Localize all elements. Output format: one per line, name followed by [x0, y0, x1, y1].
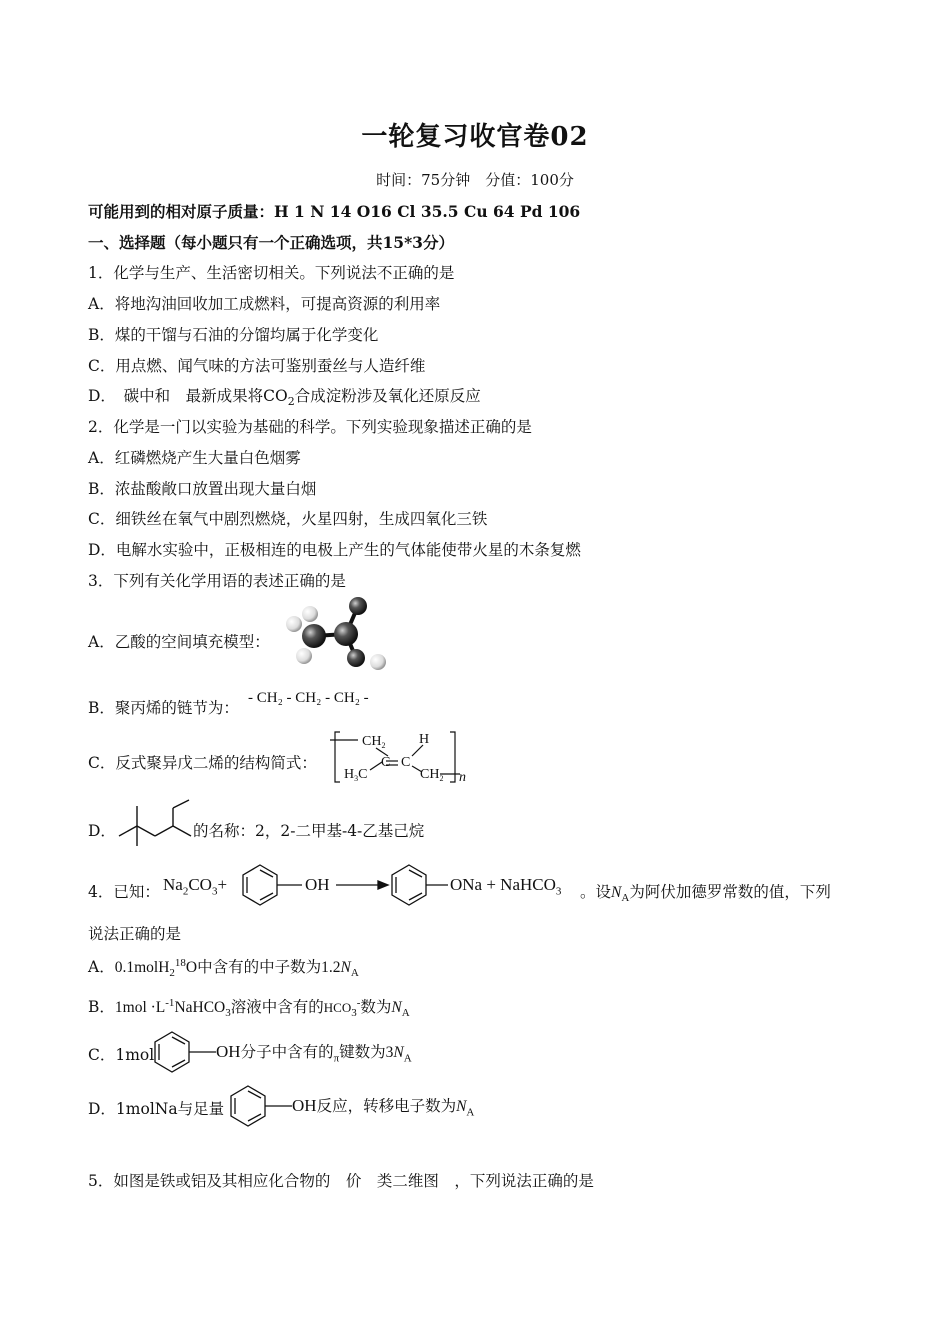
q3-option-d: 的名称：2，2-二甲基-4-乙基己烷	[193, 822, 425, 840]
q1-option-d: D． 碳中和 最新成果将$CO_2$合成淀粉涉及氧化还原反应	[88, 387, 481, 409]
q4-stem-prefix: 4．已知：	[88, 883, 160, 901]
q1-option-a: A．将地沟油回收加工成燃料，可提高资源的利用率	[88, 295, 441, 313]
q4-option-b: B．$1mol \cdot L^{-1}NaHCO_3$溶液中含有的$HCO_3^-$数为$N_A$	[88, 996, 410, 1020]
q4-option-a: A．0.1molH$_2^{18}$O中含有的中子数为$1.2N_A$	[88, 956, 359, 980]
ch2-top: $CH_2$	[362, 734, 386, 750]
trans-polyisoprene-structure	[330, 728, 475, 786]
skeletal-alkane-structure	[115, 798, 195, 848]
q4-stem-tail: 。设$N_A$为阿伏加德罗常数的值，下列	[580, 883, 831, 905]
exam-title: 一轮复习收官卷02	[361, 122, 589, 152]
q2-option-a: A．红磷燃烧产生大量白色烟雾	[88, 449, 301, 467]
ch2-right: $CH_2$	[420, 767, 444, 783]
q4-reactant-na2co3: $Na_2CO_3+$	[163, 875, 228, 898]
q3-stem: 3．下列有关化学用语的表述正确的是	[88, 572, 346, 590]
acetic-acid-model-image	[280, 596, 395, 676]
q4-option-c-prefix: C．1mol	[88, 1046, 155, 1064]
h-top: H	[419, 732, 430, 747]
repeat-n: n	[459, 770, 466, 785]
h3c-group: $H_3C$	[344, 767, 368, 783]
q3-option-a: A．乙酸的空间填充模型：	[88, 633, 270, 651]
q2-stem: 2．化学是一门以实验为基础的科学。下列实验现象描述正确的是	[88, 418, 532, 436]
phenol-structure-d	[224, 1084, 296, 1128]
phenol-structure-c	[148, 1030, 220, 1074]
q2-option-d: D．电解水实验中，正极相连的电极上产生的气体能使带火星的木条复燃	[88, 541, 581, 559]
atomic-masses: 可能用到的相对原子质量：H 1 N 14 O16 Cl 35.5 Cu 64 Pd 106	[88, 202, 581, 221]
q4-stem-line2: 说法正确的是	[88, 925, 182, 943]
q1-stem: 1．化学与生产、生活密切相关。下列说法不正确的是	[88, 264, 455, 282]
q2-option-b: B．浓盐酸敞口放置出现大量白烟	[88, 480, 317, 498]
q2-option-c: C．细铁丝在氧气中剧烈燃烧，火星四射，生成四氧化三铁	[88, 510, 488, 528]
q3-option-c: C．反式聚异戊二烯的结构简式：	[88, 754, 317, 772]
section-heading: 一、选择题（每小题只有一个正确选项，共15*3分）	[88, 233, 454, 252]
q4-option-c-rest: OH分子中含有的$_\pi$键数为$3N_A$	[216, 1042, 412, 1065]
q4-option-d-prefix: D．1molNa与足量	[88, 1100, 225, 1118]
q1-option-c: C．用点燃、闻气味的方法可鉴别蚕丝与人造纤维	[88, 357, 426, 375]
exam-time-score: 时间：75分钟 分值：100分	[376, 171, 574, 189]
q1-option-b: B．煤的干馏与石油的分馏均属于化学变化	[88, 326, 379, 344]
q4-oh: OH	[305, 875, 330, 894]
q4-product: ONa + NaHCO$_3$	[450, 875, 562, 898]
polypropylene-chain-formula: - CH₂ - CH₂ - CH₂ -	[248, 690, 369, 706]
q4-option-d-rest: OH反应，转移电子数为$N_A$	[292, 1096, 475, 1119]
c-left-double: C	[381, 755, 391, 770]
c-right-double: C	[401, 755, 411, 770]
q3-option-b: B．聚丙烯的链节为：	[88, 699, 239, 717]
phenol-reaction-scheme	[236, 862, 636, 908]
q5-stem: 5．如图是铁或铝及其相应化合物的 价 类二维图 ，下列说法正确的是	[88, 1172, 594, 1190]
q3-option-d-label: D．	[88, 822, 116, 840]
